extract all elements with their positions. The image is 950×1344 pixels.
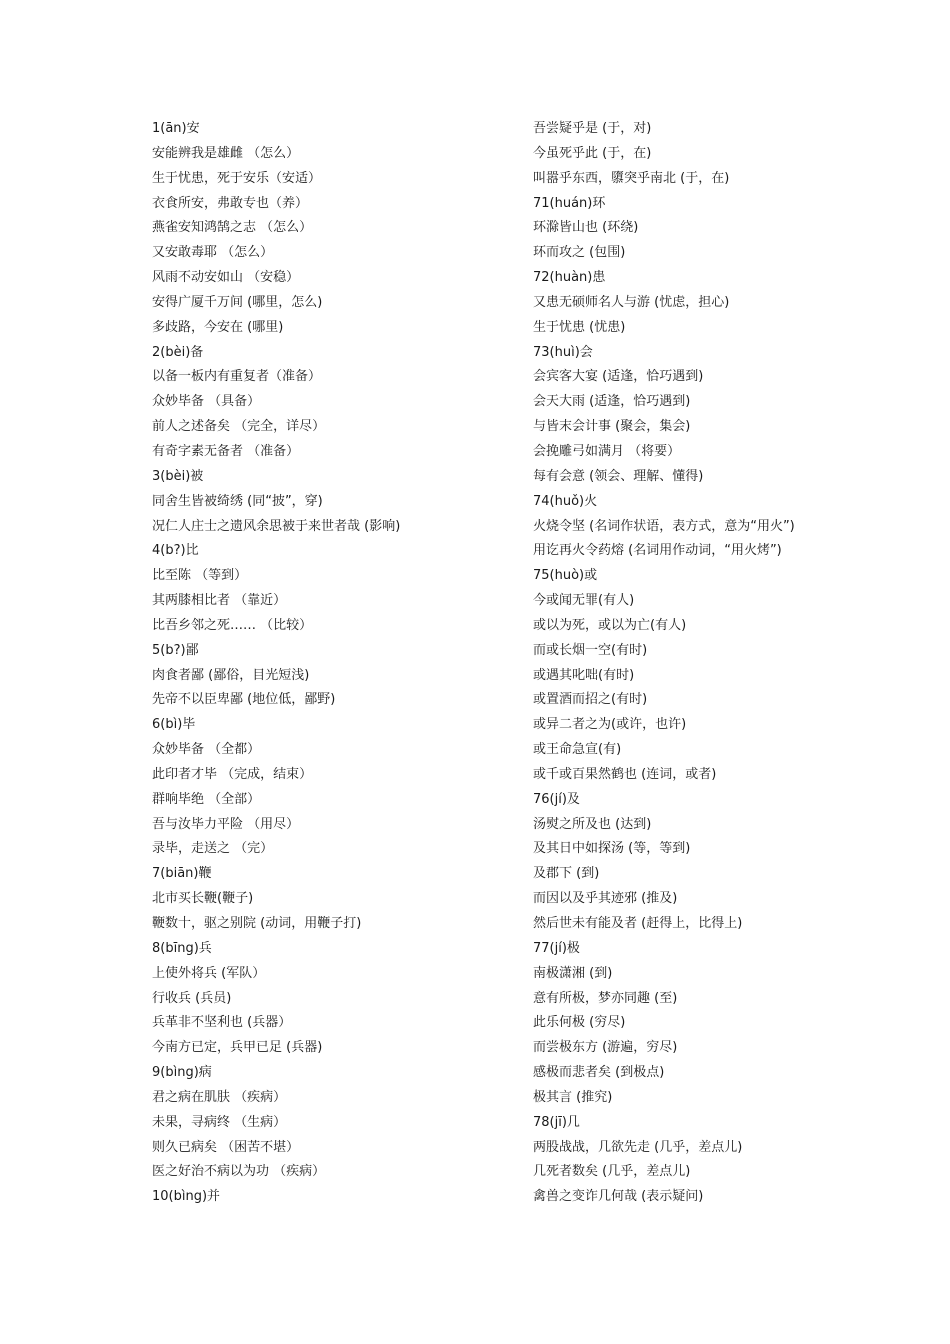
example-line: 风雨不动安如山 （安稳）: [152, 270, 300, 286]
example-line: 吾与汝毕力平险 （用尽）: [152, 816, 300, 832]
example-line: 或王命急宣(有): [533, 742, 622, 758]
example-line: 禽兽之变诈几何哉 (表示疑问): [533, 1189, 704, 1205]
entry-heading: 1(ān)安: [152, 121, 200, 136]
example-line: 医之好治不病以为功 （疾病）: [152, 1164, 326, 1180]
entry-heading: 74(huǒ)火: [533, 493, 598, 509]
example-line: 环而攻之 (包围): [533, 245, 626, 261]
left-column: [152, 117, 522, 1210]
example-line: 同舍生皆被绮绣 (同“披”，穿): [152, 493, 323, 509]
example-line: 又安敢毒耶 （怎么）: [152, 245, 274, 261]
example-line: 多歧路，今安在 (哪里): [152, 319, 284, 335]
example-line: 两股战战，几欲先走 (几乎，差点儿): [533, 1139, 743, 1155]
entry-heading: 77(jí)极: [533, 940, 580, 956]
example-line: 未果，寻病终 （生病）: [152, 1114, 287, 1130]
example-line: 行收兵 (兵员): [152, 990, 232, 1006]
entry-heading: 7(biān)鞭: [152, 866, 212, 882]
example-line: 有奇字素无备者 （准备）: [152, 443, 300, 459]
example-line: 比吾乡邻之死…… （比较）: [152, 617, 313, 633]
example-line: 火烧令坚 (名词作状语，表方式，意为“用火”): [533, 518, 795, 534]
entry-heading: 3(bèi)被: [152, 468, 204, 484]
example-line: 前人之述备矣 （完全，详尽）: [152, 419, 326, 435]
example-line: 比至陈 （等到）: [152, 568, 248, 584]
example-line: 先帝不以臣卑鄙 (地位低，鄙野): [152, 692, 336, 708]
example-line: 安得广厦千万间 (哪里，怎么): [152, 294, 323, 310]
example-line: 君之病在肌肤 （疾病）: [152, 1089, 287, 1105]
example-line: 今南方已定，兵甲已足 (兵器): [152, 1040, 323, 1056]
entry-heading: 10(bìng)并: [152, 1189, 221, 1205]
example-line: 感极而悲者矣 (到极点): [533, 1065, 665, 1081]
entry-heading: 73(huì)会: [533, 344, 593, 360]
example-line: 或遇其叱咄(有时): [533, 667, 635, 683]
example-line: 群响毕绝 （全部）: [152, 791, 261, 807]
entry-heading: 5(b?)鄙: [152, 642, 199, 658]
example-line: 吾尝疑乎是 (于，对): [533, 121, 652, 136]
example-line: 然后世未有能及者 (赶得上，比得上): [533, 916, 743, 931]
example-line: 以备一板内有重复者（准备）: [152, 369, 322, 385]
example-line: 况仁人庄士之遗风余思被于来世者哉 (影响): [152, 518, 401, 534]
example-line: 其两膝相比者 （靠近）: [152, 593, 287, 609]
right-column: [533, 117, 933, 1210]
example-line: 今或闻无罪(有人): [533, 593, 635, 609]
example-line: 意有所极，梦亦同趣 (至): [533, 990, 678, 1006]
example-line: 上使外将兵 (军队）: [152, 965, 266, 981]
example-line: 安能辨我是雄雌 （怎么）: [152, 145, 300, 161]
entry-heading: 8(bīng)兵: [152, 940, 212, 956]
example-line: 而或长烟一空(有时): [533, 642, 648, 658]
example-line: 或千或百果然鹤也 (连词，或者): [533, 766, 717, 782]
example-line: 此乐何极 (穷尽): [533, 1015, 626, 1031]
entry-heading: 76(jí)及: [533, 791, 580, 807]
example-line: 而尝极东方 (游遍，穷尽): [533, 1040, 678, 1056]
entry-heading: 72(huàn)患: [533, 270, 606, 286]
example-line: 与皆末会计事 (聚会，集会): [533, 419, 691, 435]
example-line: 南极潇湘 (到): [533, 965, 613, 981]
example-line: 或异二者之为(或许，也许): [533, 717, 687, 733]
example-line: 叫嚣乎东西，隳突乎南北 (于，在): [533, 170, 730, 186]
example-line: 录毕，走送之 （完）: [152, 841, 274, 857]
example-line: 生于忧患，死于安乐（安适）: [152, 170, 322, 186]
example-line: 会宾客大宴 (适逢，恰巧遇到): [533, 369, 704, 385]
example-line: 环滁皆山也 (环绕): [533, 220, 639, 236]
example-line: 衣食所安，弗敢专也（养）: [152, 195, 309, 211]
example-line: 几死者数矣 (几乎，差点儿): [533, 1164, 691, 1180]
entry-heading: 78(jī)几: [533, 1114, 580, 1130]
entry-heading: 71(huán)环: [533, 195, 606, 211]
entry-heading: 75(huò)或: [533, 568, 598, 584]
entry-heading: 4(b?)比: [152, 543, 199, 559]
example-line: 鞭数十，驱之别院 (动词，用鞭子打): [152, 916, 362, 931]
example-line: 兵革非不坚利也 (兵器）: [152, 1015, 292, 1031]
example-line: 或置酒而招之(有时): [533, 692, 648, 708]
entry-heading: 2(bèi)备: [152, 344, 204, 360]
example-line: 燕雀安知鸿鹄之志 （怎么）: [152, 220, 313, 236]
example-line: 肉食者鄙 (鄙俗，目光短浅): [152, 667, 310, 683]
example-line: 及其日中如探汤 (等，等到): [533, 841, 691, 857]
example-line: 而因以及乎其迹邪 (推及): [533, 891, 678, 907]
example-line: 会天大雨 (适逢，恰巧遇到): [533, 394, 691, 410]
example-line: 用讫再火令药熔 (名词用作动词，“用火烤”): [533, 543, 782, 559]
example-line: 或以为死，或以为亡(有人): [533, 617, 687, 633]
example-line: 此印者才毕 （完成，结束）: [152, 766, 313, 782]
example-line: 会挽雕弓如满月 （将要）: [533, 443, 681, 459]
example-line: 今虽死乎此 (于，在): [533, 145, 652, 161]
example-line: 众妙毕备 （全都）: [152, 742, 261, 758]
example-line: 汤熨之所及也 (达到): [533, 816, 652, 832]
example-line: 则久已病矣 （困苦不堪）: [152, 1139, 300, 1155]
entry-heading: 6(bì)毕: [152, 717, 196, 733]
example-line: 每有会意 (领会、理解、懂得): [533, 468, 704, 484]
entry-heading: 9(bìng)病: [152, 1065, 212, 1081]
example-line: 生于忧患 (忧患): [533, 319, 626, 335]
example-line: 极其言 (推究): [533, 1089, 613, 1105]
example-line: 及郡下 (到): [533, 866, 600, 882]
example-line: 又患无硕师名人与游 (忧虑，担心): [533, 294, 730, 310]
example-line: 北市买长鞭(鞭子): [152, 891, 254, 907]
example-line: 众妙毕备 （具备）: [152, 394, 261, 410]
